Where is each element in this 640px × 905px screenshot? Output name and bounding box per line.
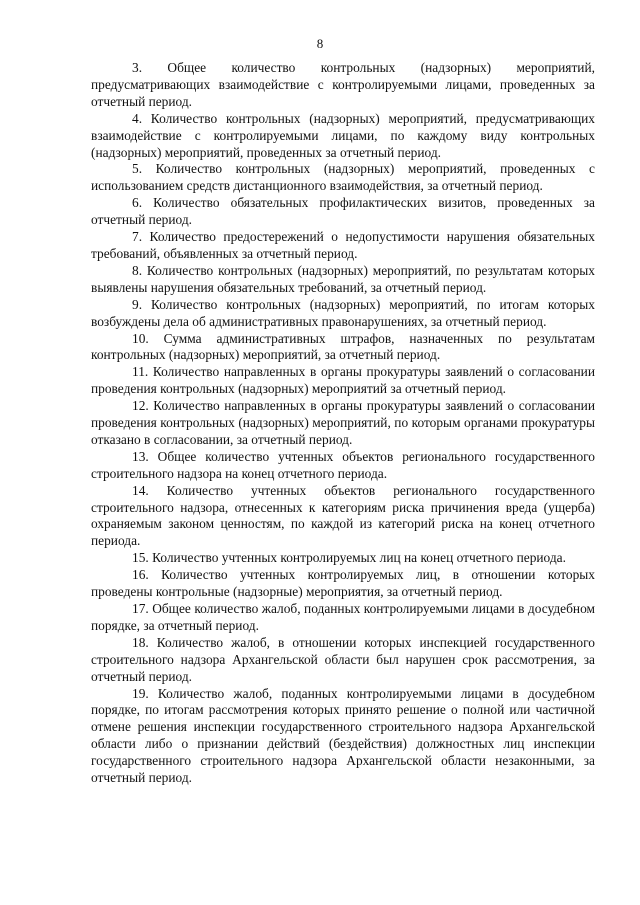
list-item-5: 5. Количество контрольных (надзорных) мероприятий, проведенных с использованием средств дистанционного взаимодействия, за отчетный период. (91, 161, 595, 194)
list-item-18: 18. Количество жалоб, в отношении которых инспекцией государственного строительного надзора Архангельской области был нарушен срок рассмотрения, за отчетный период. (91, 634, 595, 684)
list-item-19: 19. Количество жалоб, поданных контролируемыми лицами в досудебном порядке, по итогам рассмотрения которых принято решение о полной или частичной отмене решения инспекции государственного строительного надзора Архангельской области либо о признании действий (бездействия) должностных лиц инспекции государственного строительного надзора Архангельской области незаконными, за отчетный период. (91, 685, 595, 786)
list-item-8: 8. Количество контрольных (надзорных) мероприятий, по результатам которых выявлены нарушения обязательных требований, за отчетный период. (91, 262, 595, 295)
list-item-4: 4. Количество контрольных (надзорных) мероприятий, предусматривающих взаимодействие с контролируемыми лицами, по каждому виду контрольных (надзорных) мероприятий, проведенных за отчетный период. (91, 110, 595, 160)
list-item-15: 15. Количество учтенных контролируемых лиц на конец отчетного периода. (132, 550, 566, 566)
list-item-13: 13. Общее количество учтенных объектов регионального государственного строительного надзора на конец отчетного периода. (91, 448, 595, 481)
list-item-7: 7. Количество предостережений о недопустимости нарушения обязательных требований, объявленных за отчетный период. (91, 229, 595, 261)
list-item-17: 17. Общее количество жалоб, поданных контролируемыми лицами в досудебном порядке, за отчетный период. (91, 601, 595, 633)
list-item-3: 3. Общее количество контрольных (надзорных) мероприятий, предусматривающих взаимодействие с контролируемыми лицами, проведенных за отчетный период. (91, 60, 595, 109)
list-item-16: 16. Количество учтенных контролируемых лиц, в отношении которых проведены контрольные (надзорные) мероприятия, за отчетный период. (91, 567, 595, 600)
document-body (91, 60, 595, 787)
list-item-12: 12. Количество направленных в органы прокуратуры заявлений о согласовании проведения контрольных (надзорных) мероприятий, по которым органами прокуратуры отказано в согласовании, за отчетный период. (91, 398, 595, 447)
list-item-6: 6. Количество обязательных профилактических визитов, проведенных за отчетный период. (91, 195, 595, 228)
list-item-9: 9. Количество контрольных (надзорных) мероприятий, по итогам которых возбуждены дела об административных правонарушениях, за отчетный период. (91, 296, 595, 329)
page-number: 8 (316, 36, 324, 51)
list-item-14: 14. Количество учтенных объектов регионального государственного строительного надзора, отнесенных к категориям риска причинения вреда (ущерба) охраняемым законом ценностям, по каждой из категорий риска на конец отчетного периода. (91, 482, 595, 549)
list-item-10: 10. Сумма административных штрафов, назначенных по результатам контрольных (надзорных) мероприятий, за отчетный период. (91, 330, 595, 363)
list-item-11: 11. Количество направленных в органы прокуратуры заявлений о согласовании проведения контрольных (надзорных) мероприятий за отчетный период. (91, 364, 595, 397)
